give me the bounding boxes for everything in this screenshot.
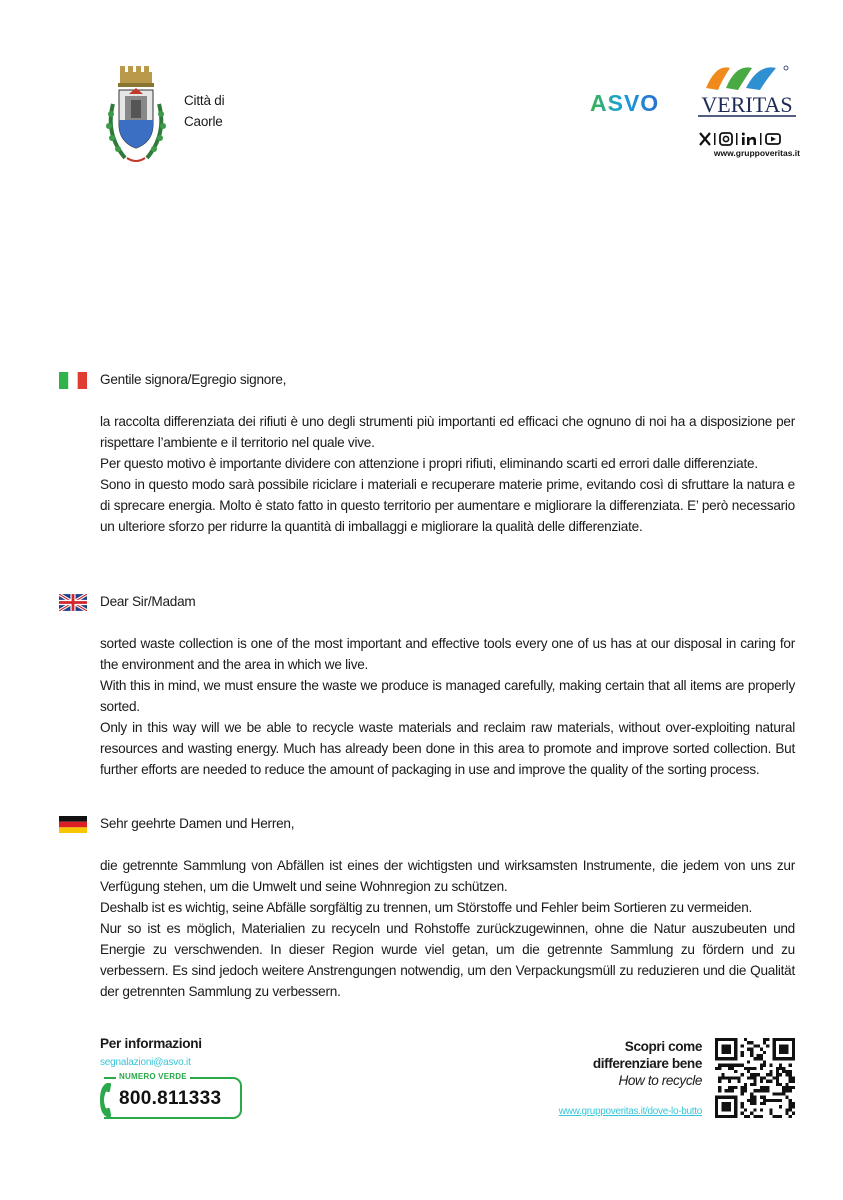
italian-body — [100, 411, 795, 537]
italian-paragraph: Per questo motivo è importante dividere con attenzione i propri rifiuti, eliminando scarti ed errori dalle differenziate. — [100, 456, 758, 471]
instagram-icon — [720, 133, 732, 145]
italian-greeting: Gentile signora/Egregio signore, — [100, 372, 287, 387]
veritas-website[interactable]: www.gruppoveritas.it — [713, 148, 800, 158]
recycle-title: Scopri come differenziare bene — [592, 1039, 702, 1071]
asvo-logo — [590, 90, 678, 116]
italy-flag-icon — [59, 372, 87, 389]
recycle-guide-link[interactable]: www.gruppoveritas.it/dove-lo-butto — [558, 1106, 702, 1117]
germany-flag-icon — [59, 816, 87, 833]
info-title: Per informazioni — [100, 1036, 202, 1051]
german-paragraph: die getrennte Sammlung von Abfällen ist eines der wichtigsten und wirksamsten Instrumente, die jedem von uns zur Verfügung stehen, um die Umwelt und seine Wohnregion zu schützen. — [100, 858, 795, 894]
german-paragraph: Nur so ist es möglich, Materialien zu recyceln und Rohstoffe zurückzugewinnen, ohne die Natur auszubeuten und Energie zu verschwenden. In dieser Region wurde viel getan, um die getrennte Sammlung zu fördern und zu verbessern. Es sind jedoch weitere Anstrengungen notwendig, um den Verpackungsmüll zu reduzieren und die Qualität der getrennten Sammlung zu verbessern. — [100, 921, 795, 999]
phone-handset-icon — [98, 1082, 114, 1118]
german-body — [100, 855, 795, 1002]
english-paragraph: Only in this way will we be able to recycle waste materials and reclaim raw materials, without over-exploiting natural resources and wasting energy. Much has already been done in this area to promote and improve sorted collection. But further efforts are needed to reduce the amount of packaging in use and improve the quality of the sorting process. — [100, 720, 795, 777]
svg-text:ASVO: ASVO — [590, 90, 660, 116]
italian-paragraph: Sono in questo modo sarà possibile riciclare i materiali e recuperare materie prime, evitando così di sfruttare la natura e di sprecare energia. Molto è stato fatto in questo territorio per aumentare e migliorare la differenziata. E’ però necessario un ulteriore sforzo per ridurre la quantità di imballaggi e migliorare la qualità delle differenziate. — [100, 477, 795, 534]
linkedin-icon — [742, 133, 756, 146]
x-icon — [700, 133, 710, 145]
toll-free-label: NUMERO VERDE — [116, 1072, 190, 1081]
italian-paragraph: la raccolta differenziata dei rifiuti è uno degli strumenti più importanti ed efficaci che ognuno di noi ha a disposizione per rispettare l’ambiente e il territorio nel quale vive. — [100, 414, 795, 450]
english-paragraph: With this in mind, we must ensure the waste we produce is managed carefully, making certain that all items are properly sorted. — [100, 678, 795, 714]
veritas-logo — [696, 62, 798, 120]
recycle-subtitle: How to recycle — [618, 1073, 702, 1088]
english-body — [100, 633, 795, 780]
english-paragraph: sorted waste collection is one of the most important and effective tools every one of us has at our disposal in caring for the environment and the area in which we live. — [100, 636, 795, 672]
german-paragraph: Deshalb ist es wichtig, seine Abfälle sorgfältig zu trennen, um Störstoffe und Fehler beim Sortieren zu vermeiden. — [100, 900, 753, 915]
svg-text:VERITAS: VERITAS — [701, 92, 793, 117]
caorle-coat-of-arms — [103, 64, 169, 170]
toll-free-number[interactable]: 800.811333 — [119, 1088, 222, 1109]
uk-flag-icon — [59, 594, 87, 611]
city-name: Città di Caorle — [184, 93, 225, 129]
german-greeting: Sehr geehrte Damen und Herren, — [100, 816, 295, 831]
english-greeting: Dear Sir/Madam — [100, 594, 196, 609]
info-email-link[interactable]: segnalazioni@asvo.it — [100, 1057, 191, 1068]
youtube-icon — [766, 134, 780, 144]
qr-code-icon[interactable] — [715, 1038, 795, 1118]
social-icons — [698, 130, 798, 148]
